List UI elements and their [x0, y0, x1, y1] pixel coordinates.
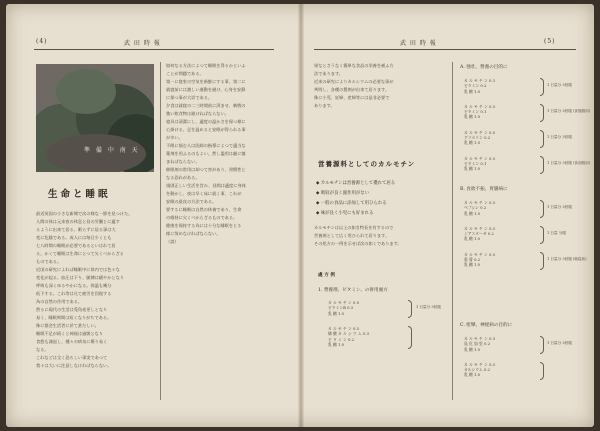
body-line: 薬剤を用ふるのもよい。然し濫用は厳に慎 — [166, 151, 246, 156]
body-line: ことが問題である。 — [166, 71, 204, 76]
body-line: これなどは全く恐ろしい事実であつて — [36, 355, 108, 360]
formula-row: 乳 糖 1.0 — [464, 88, 481, 94]
bullet-2: ◆ 吸収が良く副作用がない — [316, 191, 370, 196]
group-brace — [540, 200, 544, 218]
body-line: 様に努めなければならない。 — [166, 231, 221, 236]
group-note: 1 日量分 3回服 — [547, 82, 572, 87]
group-note: 1 日量分 3回服 — [547, 340, 572, 345]
formula-group — [464, 336, 495, 352]
body-line: 不眠に悩む人は医師の指導によつて適当な — [166, 143, 246, 148]
left-page-number: (4) — [36, 38, 48, 45]
body-text — [314, 224, 444, 254]
photo-caption: 準 備 中 南 天 — [84, 147, 140, 154]
body-line: るように出来て居る。眠らずに居る事は大 — [36, 227, 116, 232]
formula-group — [464, 78, 495, 94]
right-page — [304, 4, 594, 427]
formula-row: 乳 糖 1.0 — [464, 262, 481, 268]
body-line: 我々は大いに注意しなければならない。 — [36, 363, 112, 368]
group-brace — [540, 78, 544, 96]
formula-row: カ ル モ チ ン 0.3 — [464, 103, 496, 109]
formula-group-1 — [328, 300, 359, 316]
formula-group — [464, 226, 495, 242]
body-line: 易く、睡眠時間は短くなりがちである。 — [36, 315, 112, 320]
formula-row: 燐 酸 カ ル シ ウ ム 0.3 — [328, 331, 370, 337]
group-brace — [540, 336, 544, 354]
formula-row: 乳 糖 1.0 — [464, 210, 481, 216]
body-line: が多い。 — [166, 135, 183, 140]
right-header-rule — [314, 49, 576, 50]
group-brace — [540, 130, 544, 148]
formula-row: カ ル モ チ ン 0.3 — [464, 200, 496, 205]
body-line: 法であります。 — [314, 71, 343, 76]
body-line: に保つ事が大切である。 — [166, 95, 213, 100]
bullet-1: ◆ カルモチンは営養源として優れて居る — [316, 181, 396, 186]
body-line: まねばならない。 — [166, 159, 200, 164]
body-line: （談） — [166, 239, 179, 244]
column-divider — [160, 62, 161, 400]
left-running-head: 武 田 時 報 — [124, 40, 161, 47]
body-line: 人間の体は元来夜の休息と昼の労働とに適す — [36, 219, 120, 224]
body-line: 呼吸も深くゆるやかになる。体温も幾分 — [36, 283, 112, 288]
body-line: 強い飲食物は避けねばならない。 — [166, 111, 229, 116]
formula-group — [464, 130, 495, 146]
body-line: 食慾も減退し、種々の病気に罹り易く — [36, 339, 108, 344]
formula-group-2 — [328, 326, 369, 347]
right-running-head: 武 田 時 報 — [400, 40, 437, 47]
body-line: 然るに現代の生活は兎角夜更しとなり — [36, 307, 108, 312]
body-line: カルモチンは以上の如き特長を有するので — [314, 225, 394, 230]
body-line: 心掛ける。足を温めると安眠が得られる事 — [166, 127, 246, 132]
formula-group — [464, 104, 495, 120]
formula-row: カ ル モ チ ン 0.3 — [464, 78, 496, 83]
formula-row: 重 曹 0.2 — [464, 257, 481, 263]
body-line: なる恐れがある。 — [166, 175, 200, 180]
body-line: 就寝前には激しい運動を避け、心身を安静 — [166, 87, 246, 92]
formula-row: カ ル モ チ ン 0.3 — [464, 336, 496, 341]
group-note: 1 日量 分服 — [547, 230, 566, 235]
body-line: なる。 — [36, 347, 49, 352]
group-brace — [540, 104, 544, 122]
formula-row: 乳 糖 1.0 — [464, 140, 481, 146]
body-line: 営養剤として広く用ひられて居ります。 — [314, 233, 390, 238]
formula-row: 乳 糖 1.0 — [464, 114, 481, 120]
formula-row: カ ル モ チ ン 0.3 — [464, 225, 496, 231]
formula-row: 乳 糖 1.0 — [464, 346, 481, 352]
left-column-2 — [166, 62, 278, 402]
note-1: 1 日量分 3回服 — [416, 305, 441, 309]
formula-group — [464, 200, 495, 216]
formula-row: カ ル モ チ ン 0.5 — [464, 129, 496, 135]
body-line: 安眠の最良の方法である。 — [166, 199, 217, 204]
formula-group — [464, 252, 495, 268]
left-column-1 — [36, 210, 154, 400]
formula-group — [464, 362, 495, 378]
formula-row: ビ タ ミ ン 0.2 — [328, 336, 355, 342]
group-note: 1 日量分 3回服 — [547, 204, 572, 209]
group-brace — [540, 156, 544, 174]
left-page — [6, 4, 298, 427]
body-line: 近来の研究によりカルシウムの必要な事が — [314, 79, 394, 84]
body-line: 規則正しい生活を営み、昼間は適度に身体 — [166, 183, 246, 188]
formula-row: ビタミン 0.1 — [464, 109, 487, 115]
heading-a: A. 強壮、營養の目的に — [460, 65, 508, 70]
body-line: を動かし、夜は早く床に就く事、これが — [166, 191, 242, 196]
body-line: 低下する。これ等は凡て疲労を回復する — [36, 291, 112, 296]
body-line: 健康を保持する為には十分な睡眠をとる — [166, 223, 242, 228]
body-line: 最近英国の小さな新聞で次の様な一節を見つけた。 — [36, 211, 133, 216]
body-line: その処方の一例を示せば次の如くであります。 — [314, 241, 402, 246]
group-note: 1 日量分 3回服 (食前服用) — [547, 160, 591, 165]
body-line: 殊に小児、妊婦、産婦等には是非必要で — [314, 95, 390, 100]
brace-2 — [408, 326, 412, 349]
group-brace — [540, 226, 544, 244]
formula-row: ジアスターゼ 0.2 — [464, 231, 494, 237]
group-note: 1 日量分 3回服 — [547, 134, 572, 139]
bullet-4: ◆ 味が良く小児にも好まれる — [316, 211, 374, 216]
body-line: 夕食は就寝の二三時間前に済ませ、刺戟の — [166, 103, 246, 108]
formula-row: カルシウム 0.2 — [464, 367, 491, 373]
formula-row: ビタミンB 0.3 — [328, 305, 354, 311]
body-line: 如何なる方法によつて睡眠を得るかといふ — [166, 63, 246, 68]
formula-row: カ ル モ チ ン 0.5 — [328, 300, 360, 305]
formula-row: 乳 糖 1.0 — [464, 236, 481, 242]
body-line: の維持に欠くべからざるものである。 — [166, 215, 238, 220]
brace-1 — [408, 300, 412, 318]
body-line: あります。 — [314, 103, 335, 108]
formula-row: カ ル モ チ ン 0.3 — [464, 155, 496, 161]
bullet-3: ◆ 一般の食品に添加して用ひられる — [316, 201, 387, 206]
formula-row: カ ル モ チ ン 0.3 — [464, 251, 496, 257]
heading-c: C. 痙攣、神経病の目的に — [460, 323, 513, 328]
formula-row: ビタミン 0.2 — [464, 83, 487, 89]
article-title: 生命と睡眠 — [48, 189, 111, 200]
formula-row: 乳 糖 1.0 — [328, 310, 345, 316]
body-line: 催眠剤の常用は却つて害があり、習慣性と — [166, 167, 246, 172]
group-brace — [540, 252, 544, 270]
body-line: 睡眠不足が続くと神経は過敏となり — [36, 331, 104, 336]
heading-b: B. 食欲不振、胃腸病に — [460, 187, 508, 192]
right-column-divider — [452, 62, 453, 400]
body-line: 判明し、各種の製剤が出来て居ります。 — [314, 87, 390, 92]
left-header-rule — [34, 49, 274, 50]
body-line: 変化が起る。血圧は下り、脈搏は緩やかとなり — [36, 275, 124, 280]
body-line: 寝具は清潔にし、適度の温かさを保つ様に — [166, 119, 246, 124]
body-line: 七八時間の睡眠が必要であるといはれて居 — [36, 243, 116, 248]
group-note: 1 日量分 3回服 (食後服用) — [547, 108, 591, 113]
body-line: 殊に都会生活者に於て甚だしい。 — [36, 323, 99, 328]
body-line: 為の自然の作用である。 — [36, 299, 83, 304]
body-line: ものである。 — [36, 259, 62, 264]
formula-row: 乳 糖 1.0 — [328, 341, 345, 347]
formula-heading: 處 方 例 — [318, 273, 335, 278]
formula-group — [464, 156, 495, 172]
intro-text — [314, 62, 444, 122]
formula-row: カ ル モ チ ン 0.3 — [464, 361, 496, 367]
body-line: 要するに睡眠は自然の休養であり、生命 — [166, 207, 242, 212]
book-spread — [6, 4, 594, 427]
group-brace — [540, 362, 544, 380]
group-note: 1 日量分 3回服 (就寝前) — [547, 256, 587, 261]
plant-photo — [36, 64, 154, 172]
formula-row: グリセリン 0.2 — [464, 135, 491, 141]
formula-row: 臭 化 加 里 0.2 — [464, 341, 491, 347]
body-line: 近頃の研究によれば睡眠中に体内では色々な — [36, 267, 120, 272]
formula-row: 乳 糖 1.0 — [464, 372, 481, 378]
formula-row: ビタミン 0.1 — [464, 160, 487, 166]
section-title: 営養源料としてのカルモチン — [318, 160, 416, 168]
body-line: 果なとさうなく簡単な食品の栄養を補ふ方 — [314, 63, 394, 68]
formula-row: 乳 糖 1.0 — [464, 166, 481, 172]
formula-row: カ ル モ チ ン 0.5 — [328, 326, 360, 331]
body-line: 第一に寝室の空気を新鮮にする事、第二に — [166, 79, 246, 84]
body-line: 変に危険である。成人には毎日少くとも — [36, 235, 112, 240]
formula-sub: 1. 營養剤、ビタミン、の併用處方 — [318, 288, 388, 293]
formula-row: ペプシン 0.2 — [464, 205, 487, 211]
right-page-number: (5) — [544, 38, 556, 45]
body-line: る。かくて睡眠は生命にとつて欠くべからざる — [36, 251, 124, 256]
